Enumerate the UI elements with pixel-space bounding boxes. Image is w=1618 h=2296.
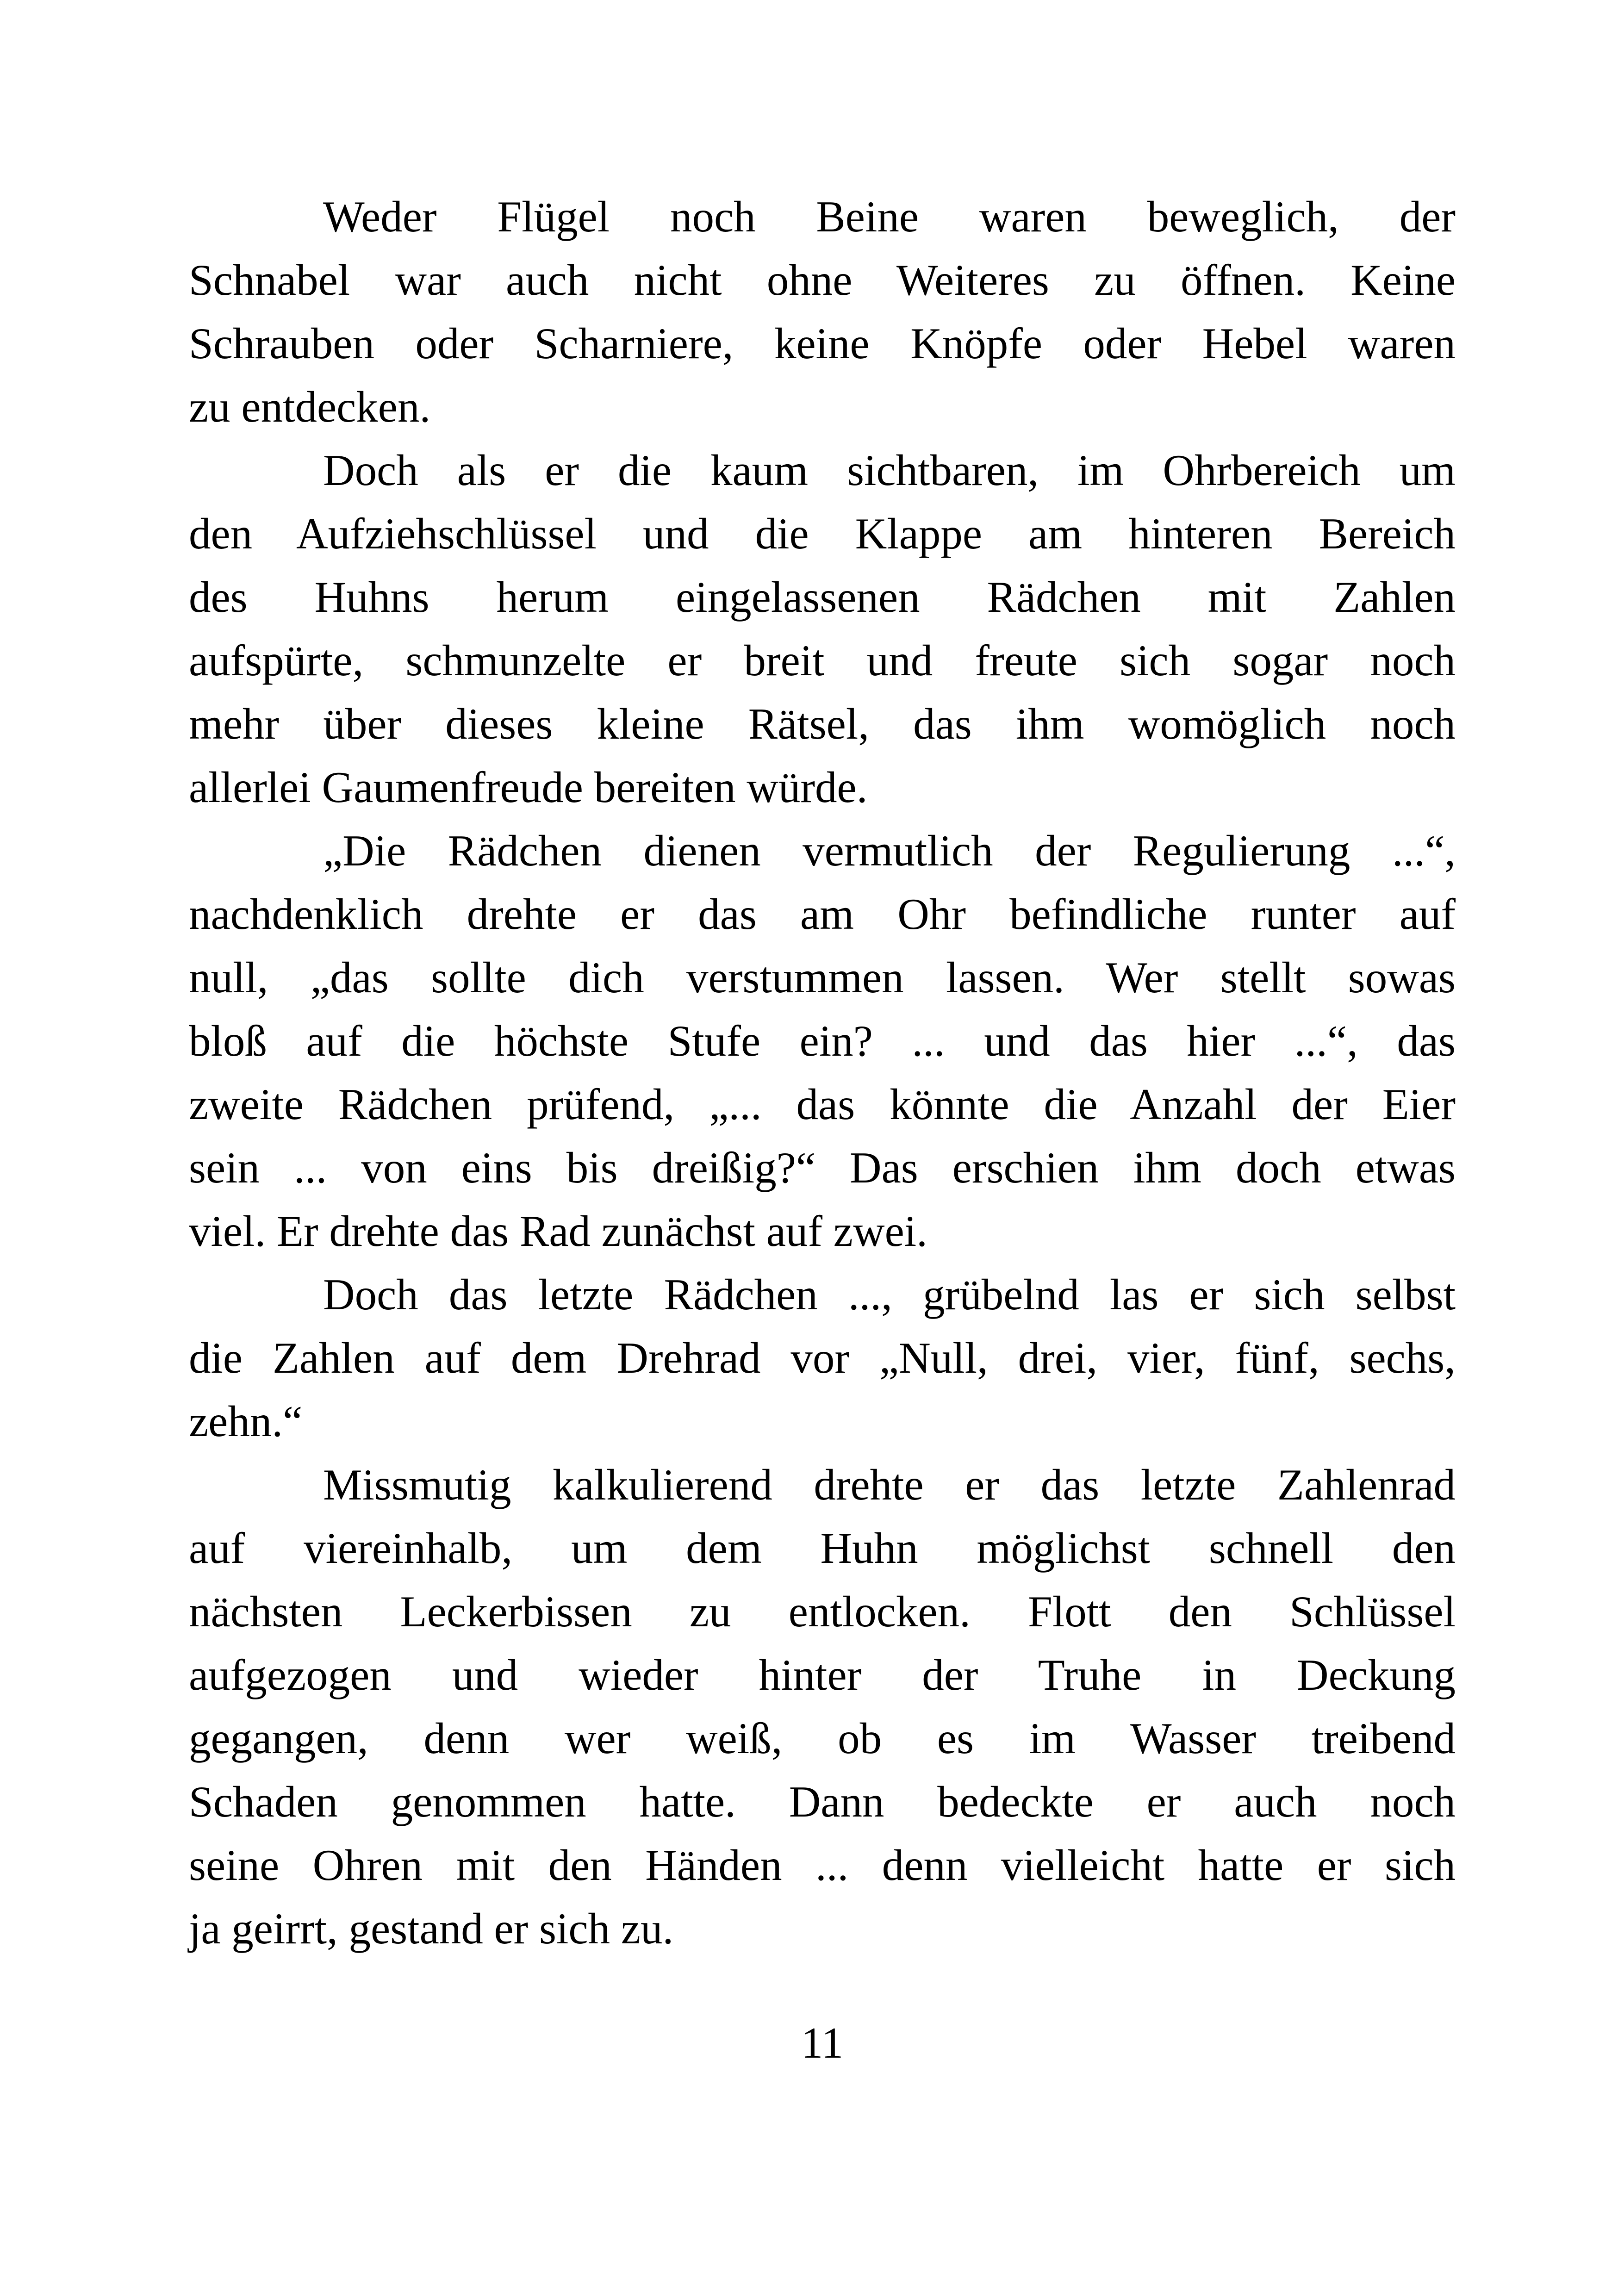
- text-line: zweite Rädchen prüfend, „... das könnte die Anzahl der Eier: [189, 1080, 1456, 1129]
- text-line: die Zahlen auf dem Drehrad vor „Null, drei, vier, fünf, sechs,: [189, 1333, 1456, 1382]
- text-line: aufspürte, schmunzelte er breit und freute sich sogar noch: [189, 636, 1456, 685]
- text-line: sein ... von eins bis dreißig?“ Das erschien ihm doch etwas: [189, 1143, 1456, 1192]
- text-line: allerlei Gaumenfreude bereiten würde.: [189, 763, 868, 812]
- text-line: des Huhns herum eingelassenen Rädchen mit Zahlen: [189, 572, 1456, 622]
- paragraph-1: [189, 185, 1456, 439]
- text-line: seine Ohren mit den Händen ... denn vielleicht hatte er sich: [189, 1841, 1456, 1890]
- text-line: Schaden genommen hatte. Dann bedeckte er auch noch: [189, 1777, 1456, 1826]
- text-line: den Aufziehschlüssel und die Klappe am hinteren Bereich: [189, 509, 1456, 558]
- text-line: aufgezogen und wieder hinter der Truhe in Deckung: [189, 1650, 1456, 1699]
- paragraph-3: [189, 819, 1456, 1263]
- text-line: Schnabel war auch nicht ohne Weiteres zu öffnen. Keine: [189, 255, 1456, 305]
- text-line: „Die Rädchen dienen vermutlich der Regulierung ...“,: [323, 826, 1456, 875]
- text-line: nachdenklich drehte er das am Ohr befindliche runter auf: [189, 890, 1456, 939]
- text-line: Missmutig kalkulierend drehte er das letzte Zahlenrad: [323, 1460, 1456, 1509]
- text-line: viel. Er drehte das Rad zunächst auf zwei.: [189, 1207, 927, 1256]
- text-block: [189, 185, 1456, 2075]
- text-line: Doch als er die kaum sichtbaren, im Ohrbereich um: [323, 446, 1456, 495]
- text-line: Weder Flügel noch Beine waren beweglich, der: [323, 192, 1456, 241]
- text-line: mehr über dieses kleine Rätsel, das ihm womöglich noch: [189, 699, 1456, 748]
- text-line: zu entdecken.: [189, 382, 431, 431]
- text-line: auf viereinhalb, um dem Huhn möglichst schnell den: [189, 1524, 1456, 1573]
- text-line: ja geirrt, gestand er sich zu.: [189, 1904, 674, 1953]
- text-line: zehn.“: [189, 1397, 303, 1446]
- page-number: 11: [801, 2018, 844, 2067]
- paragraph-2: [189, 439, 1456, 819]
- text-line: Doch das letzte Rädchen ..., grübelnd las er sich selbst: [323, 1270, 1456, 1319]
- text-line: null, „das sollte dich verstummen lassen. Wer stellt sowas: [189, 953, 1456, 1002]
- paragraph-4: [189, 1263, 1456, 1453]
- text-line: Schrauben oder Scharniere, keine Knöpfe oder Hebel waren: [189, 319, 1456, 368]
- text-line: bloß auf die höchste Stufe ein? ... und das hier ...“, das: [189, 1016, 1456, 1065]
- paragraph-5: [189, 1453, 1456, 1960]
- text-line: nächsten Leckerbissen zu entlocken. Flott den Schlüssel: [189, 1587, 1456, 1636]
- text-line: gegangen, denn wer weiß, ob es im Wasser treibend: [189, 1714, 1456, 1763]
